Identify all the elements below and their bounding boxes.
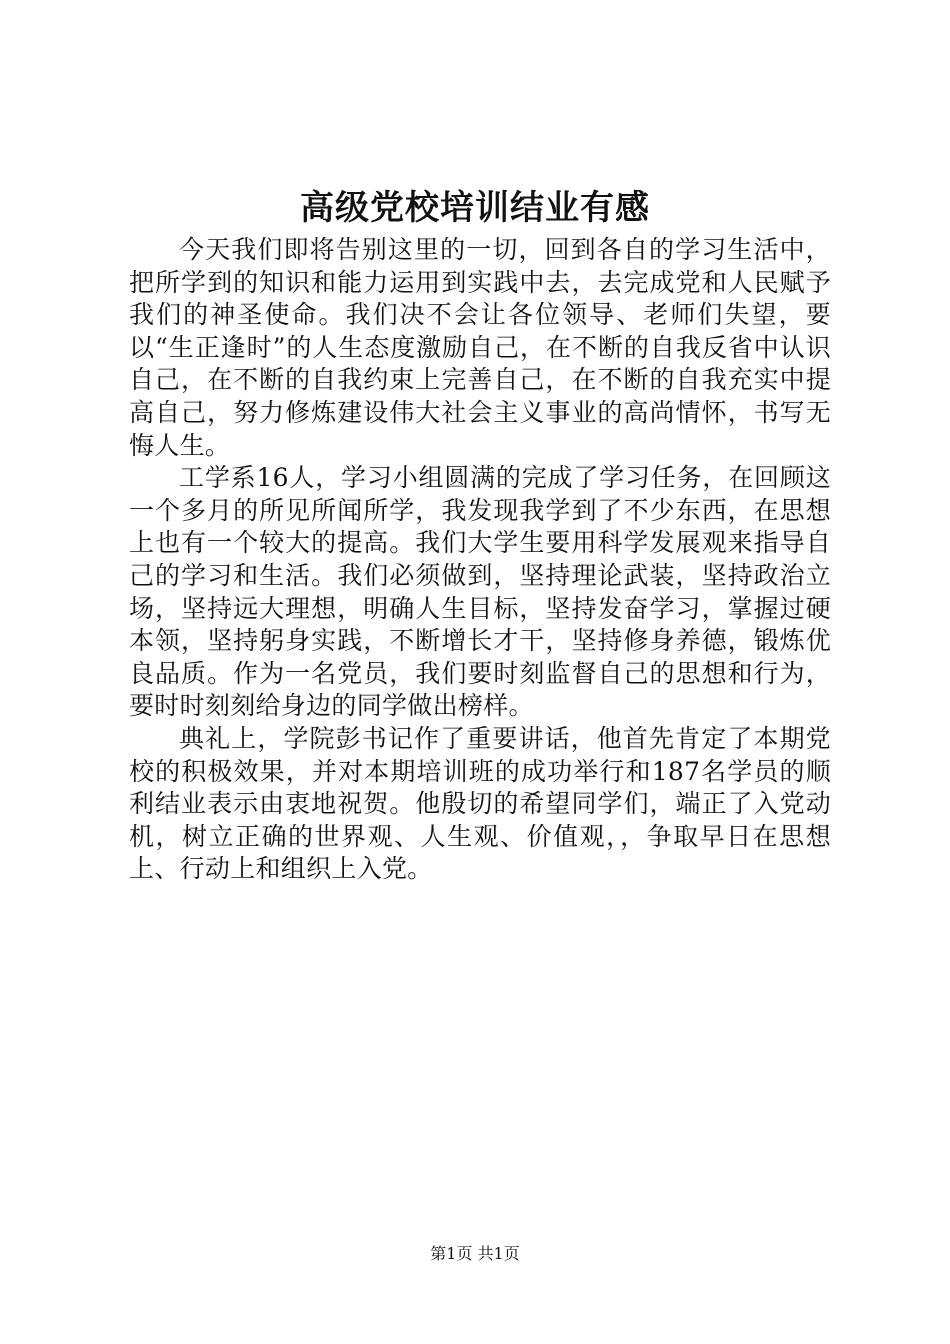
page-footer: 第1页 共1页 <box>430 1244 520 1263</box>
document-title: 高级党校培训结业有感 <box>300 188 650 228</box>
paragraph-3: 典礼上，学院彭书记作了重要讲话，他首先肯定了本期党校的积极效果，并对本期培训班的成功举行和187名学员的顺利结业表示由衷地祝贺。他殷切的希望同学们，端正了入党动机，树立正确的世界观、人生观、价值观，，争取早日在思想上、行动上和组织上入党。 <box>129 723 831 884</box>
paragraph-1: 今天我们即将告别这里的一切，回到各自的学习生活中，把所学到的知识和能力运用到实践中去，去完成党和人民赋予我们的神圣使命。我们决不会让各位领导、老师们失望，要以“生正逢时”的人生态度激励自己，在不断的自我反省中认识自己，在不断的自我约束上完善自己，在不断的自我充实中提高自己，努力修炼建设伟大社会主义事业的高尚情怀，书写无悔人生。 <box>129 235 831 460</box>
document-body <box>129 234 831 886</box>
paragraph-2: 工学系16人，学习小组圆满的完成了学习任务，在回顾这一个多月的所见所闻所学，我发现我学到了不少东西，在思想上也有一个较大的提高。我们大学生要用科学发展观来指导自己的学习和生活。我们必须做到，坚持理论武装，坚持政治立场，坚持远大理想，明确人生目标，坚持发奋学习，掌握过硬本领，坚持躬身实践，不断增长才干，坚持修身养德，锻炼优良品质。作为一名党员，我们要时刻监督自己的思想和行为，要时时刻刻给身边的同学做出榜样。 <box>129 463 831 721</box>
